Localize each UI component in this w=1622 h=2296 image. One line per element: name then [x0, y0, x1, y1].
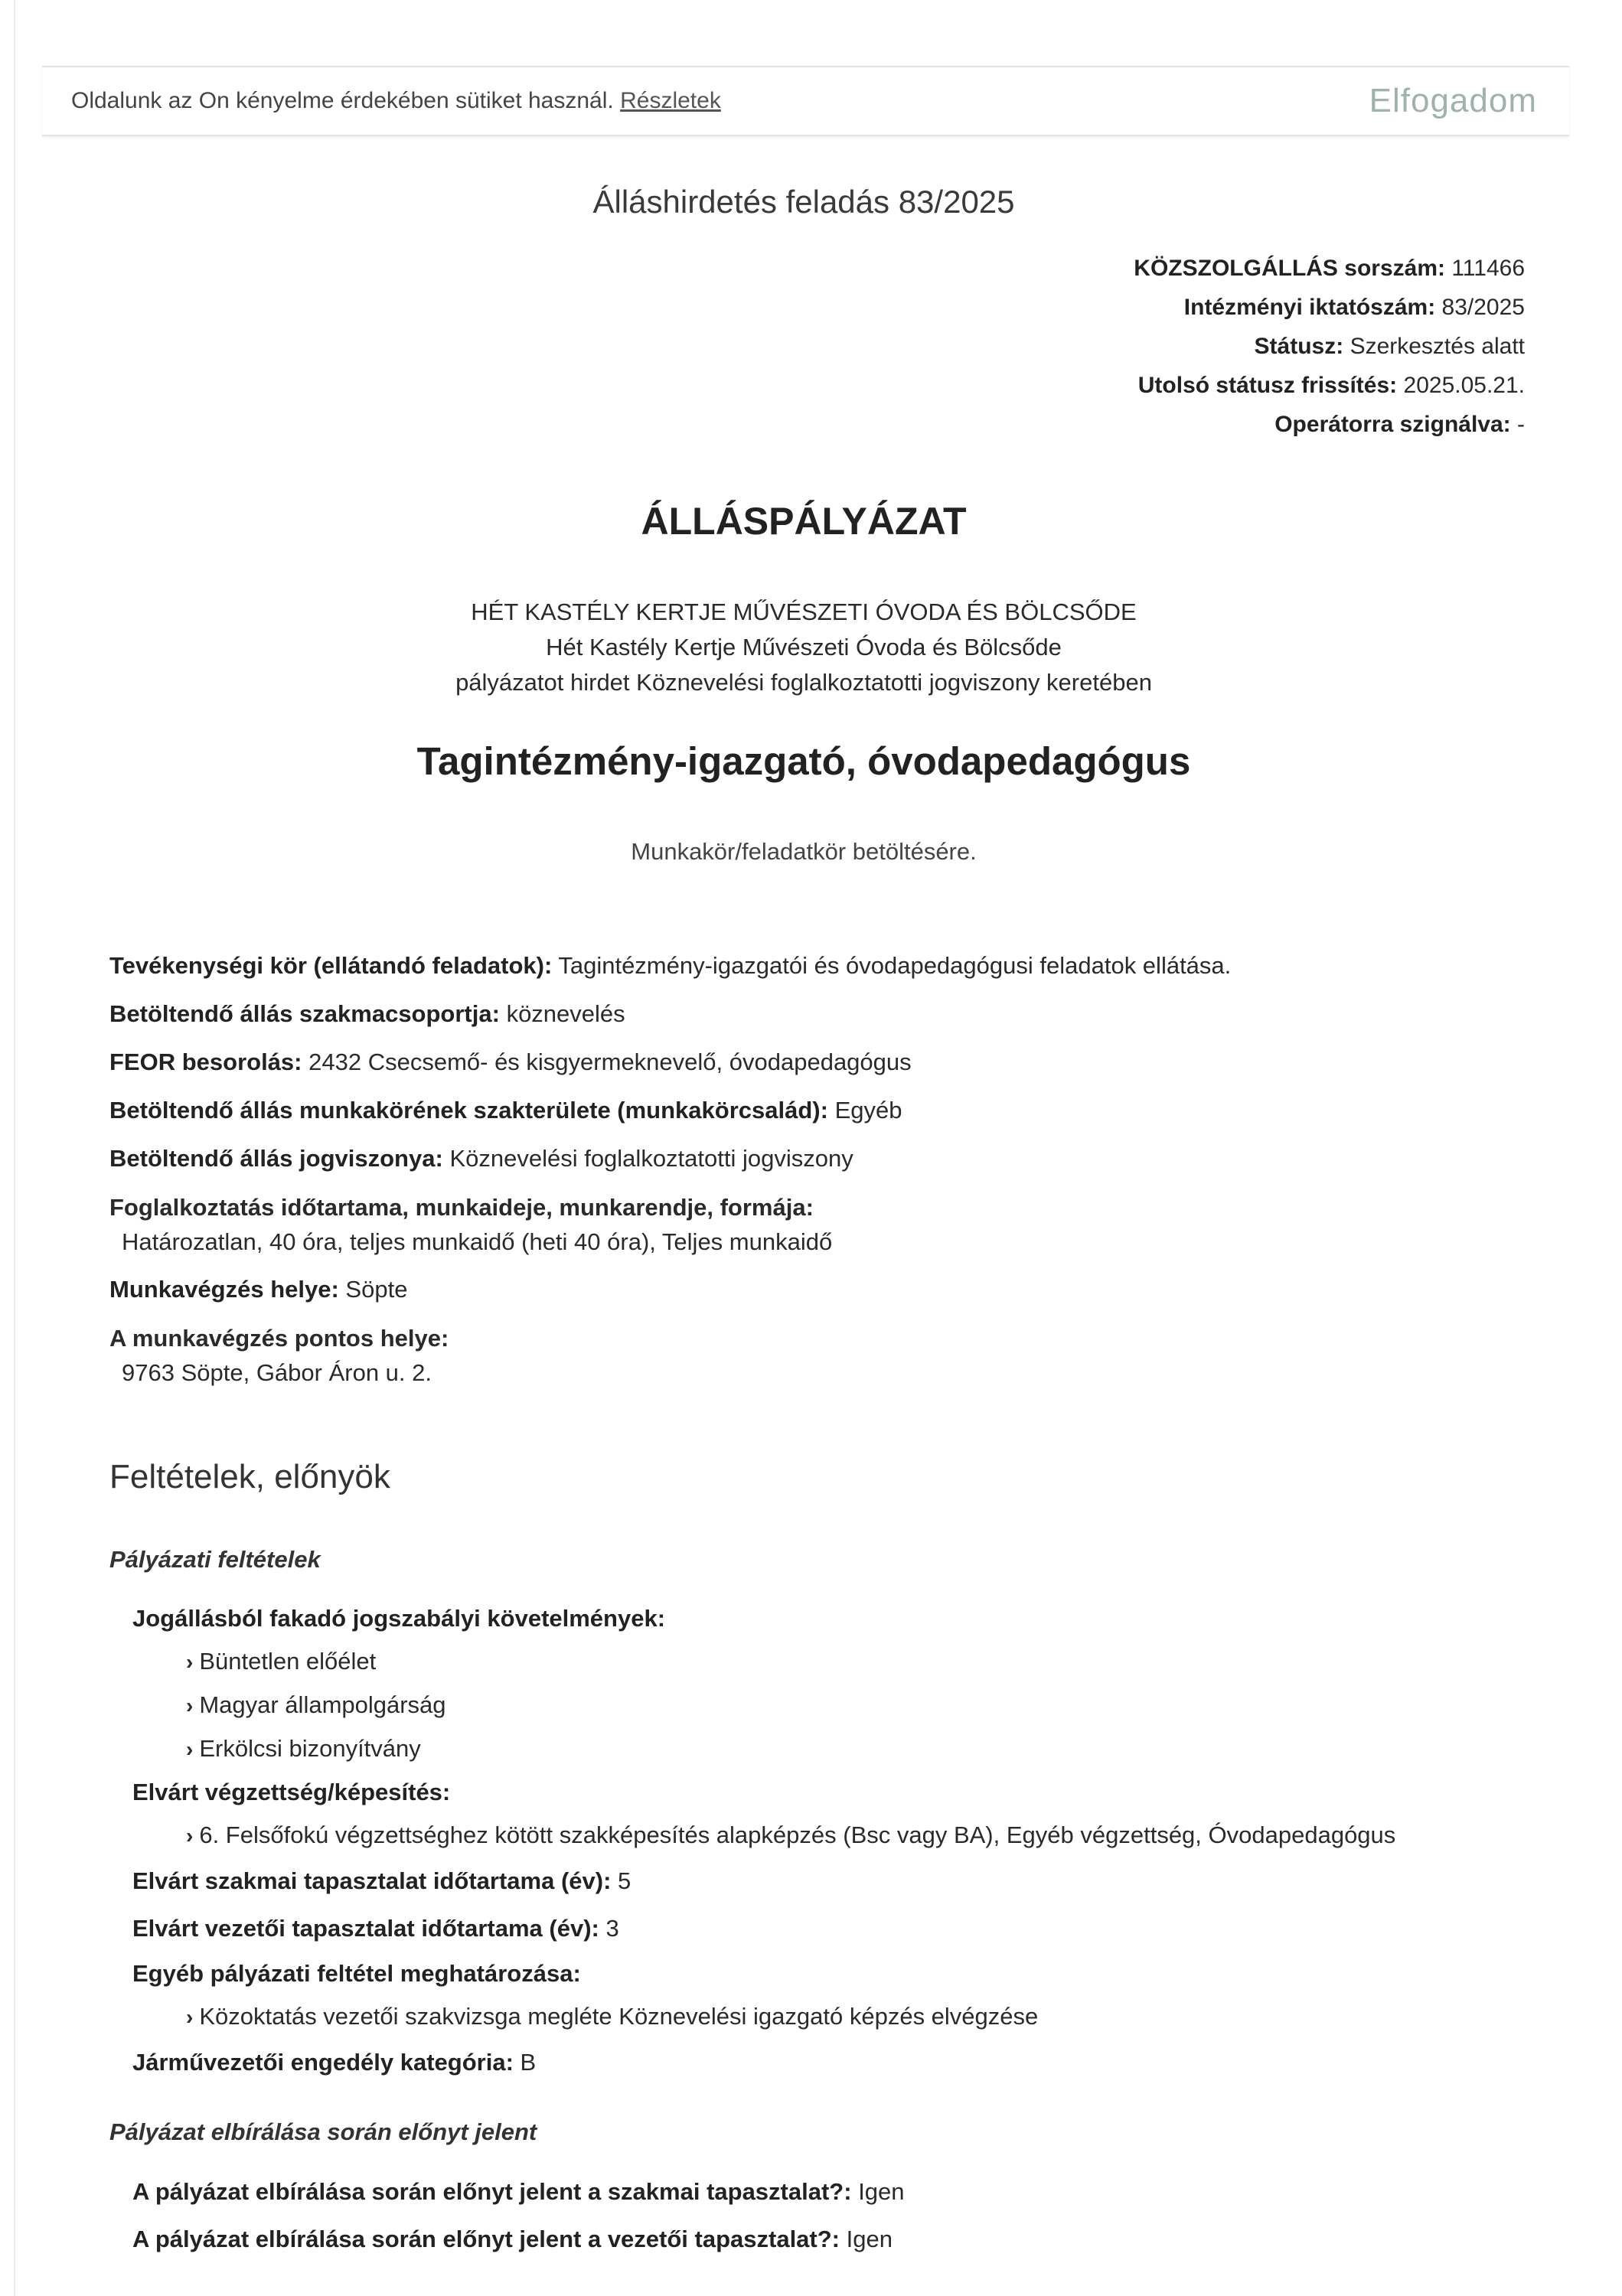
- cookie-text: Oldalunk az On kényelme érdekében sütiket használ.: [71, 88, 614, 113]
- meta-value: Szerkesztés alatt: [1349, 334, 1525, 359]
- detail-value: Köznevelési foglalkoztatotti jogviszony: [449, 1145, 853, 1172]
- prof-experience-label: Elvárt szakmai tapasztalat időtartama (év):: [132, 1867, 612, 1894]
- list-item: [186, 1684, 1587, 1727]
- list-item-text: Közoktatás vezetői szakvizsga megléte Köznevelési igazgató képzés elvégzése: [199, 2003, 1039, 2030]
- education-label-text: Elvárt végzettség/képesítés:: [132, 1779, 451, 1805]
- list-item: [186, 1640, 1587, 1684]
- org-name: Hét Kastély Kertje Művészeti Óvoda és Bölcsőde: [546, 634, 1062, 660]
- detail-label: FEOR besorolás:: [109, 1049, 302, 1075]
- job-details: [109, 949, 1564, 1404]
- detail-label: Betöltendő állás szakmacsoportja:: [109, 1000, 500, 1027]
- meta-label: Operátorra szignálva:: [1274, 412, 1511, 437]
- accept-cookies-button[interactable]: Elfogadom: [1369, 82, 1537, 119]
- detail-value: köznevelés: [506, 1000, 625, 1027]
- list-item-text: Büntetlen előélet: [199, 1648, 377, 1675]
- detail-value: Határozatlan, 40 óra, teljes munkaidő (heti 40 óra), Teljes munkaidő: [122, 1228, 833, 1255]
- lead-experience-row: [132, 1905, 1587, 1952]
- detail-value: Tagintézmény-igazgatói és óvodapedagógusi feladatok ellátása.: [558, 952, 1232, 979]
- prof-experience-row: [132, 1857, 1587, 1905]
- advantage-value: Igen: [846, 2226, 893, 2252]
- detail-label: Betöltendő állás jogviszonya:: [109, 1145, 443, 1172]
- advantages-block: [132, 2168, 1587, 2263]
- cookie-banner: [42, 66, 1569, 136]
- list-item: [186, 1727, 1587, 1771]
- conditions-heading: Feltételek, előnyök: [109, 1458, 390, 1495]
- requirements-heading: Pályázati feltételek: [109, 1546, 321, 1573]
- detail-value: Söpte: [345, 1276, 408, 1303]
- meta-value: 2025.05.21.: [1403, 373, 1525, 398]
- advantage-row: [132, 2168, 1587, 2216]
- job-purpose: Munkakör/feladatkör betöltésére.: [631, 838, 977, 865]
- cookie-message: [71, 88, 721, 114]
- chevron-right-icon: ›: [186, 1737, 194, 1761]
- detail-row: [109, 1094, 1564, 1142]
- detail-row: [109, 1273, 1564, 1321]
- chevron-right-icon: ›: [186, 1650, 194, 1674]
- detail-row: [109, 1142, 1564, 1190]
- license-row: [132, 2039, 1587, 2086]
- chevron-right-icon: ›: [186, 2005, 194, 2029]
- meta-label: Státusz:: [1254, 334, 1344, 359]
- list-item-text: 6. Felsőfokú végzettséghez kötött szakképesítés alapképzés (Bsc vagy BA), Egyéb végzettség, Óvodapedagógus: [199, 1821, 1396, 1848]
- detail-row: [109, 997, 1564, 1045]
- advantage-label: A pályázat elbírálása során előnyt jelent a vezetői tapasztalat?:: [132, 2226, 840, 2252]
- chevron-right-icon: ›: [186, 1824, 194, 1848]
- meta-label: KÖZSZOLGÁLLÁS sorszám:: [1134, 256, 1445, 281]
- meta-row: [1134, 405, 1525, 444]
- license-label: Járművezetői engedély kategória:: [132, 2049, 514, 2076]
- prof-experience-value: 5: [618, 1867, 632, 1894]
- detail-value: 2432 Csecsemő- és kisgyermeknevelő, óvodapedagógus: [308, 1049, 912, 1075]
- detail-label: A munkavégzés pontos helye:: [109, 1325, 449, 1352]
- org-name-upper: HÉT KASTÉLY KERTJE MŰVÉSZETI ÓVODA ÉS BÖLCSŐDE: [471, 598, 1137, 625]
- lead-experience-label: Elvárt vezetői tapasztalat időtartama (év):: [132, 1915, 599, 1942]
- detail-label: Munkavégzés helye:: [109, 1276, 339, 1303]
- detail-label: Betöltendő állás munkakörének szakterülete (munkakörcsalád):: [109, 1097, 828, 1124]
- announcement-heading: ÁLLÁSPÁLYÁZAT: [641, 500, 967, 543]
- detail-row: [109, 1321, 1564, 1390]
- list-item-text: Magyar állampolgárság: [199, 1691, 446, 1718]
- meta-row: [1134, 249, 1525, 288]
- meta-label: Intézményi iktatószám:: [1183, 295, 1436, 320]
- metadata-block: [1134, 249, 1525, 444]
- list-item: [186, 1814, 1587, 1857]
- meta-value: -: [1517, 412, 1525, 437]
- meta-label: Utolsó státusz frissítés:: [1137, 373, 1398, 398]
- other-label-text: Egyéb pályázati feltétel meghatározása:: [132, 1960, 581, 1987]
- meta-value: 83/2025: [1441, 295, 1525, 320]
- requirements-block: [132, 1597, 1587, 2086]
- job-title: Tagintézmény-igazgató, óvodapedagógus: [416, 739, 1191, 783]
- page-edge: [14, 0, 15, 2296]
- advantage-value: Igen: [858, 2178, 905, 2205]
- page-title: Álláshirdetés feladás 83/2025: [592, 184, 1015, 220]
- other-requirement-label: [132, 1952, 1587, 1995]
- legal-label-text: Jogállásból fakadó jogszabályi követelmények:: [132, 1605, 666, 1632]
- advantage-label: A pályázat elbírálása során előnyt jelent a szakmai tapasztalat?:: [132, 2178, 852, 2205]
- cookie-details-link[interactable]: Részletek: [620, 88, 721, 113]
- list-item-text: Erkölcsi bizonyítvány: [199, 1735, 421, 1762]
- legal-requirements-label: [132, 1597, 1587, 1640]
- chevron-right-icon: ›: [186, 1694, 194, 1717]
- meta-value: 111466: [1451, 256, 1525, 281]
- list-item: [186, 1995, 1587, 2039]
- detail-row: [109, 1045, 1564, 1094]
- advantage-row: [132, 2216, 1587, 2263]
- detail-value: Egyéb: [834, 1097, 902, 1124]
- meta-row: [1134, 366, 1525, 405]
- detail-label: Tevékenységi kör (ellátandó feladatok):: [109, 952, 553, 979]
- education-label: [132, 1771, 1587, 1814]
- license-value: B: [520, 2049, 537, 2076]
- detail-row: [109, 1190, 1564, 1259]
- detail-value: 9763 Söpte, Gábor Áron u. 2.: [122, 1359, 432, 1386]
- org-announcement-line: pályázatot hirdet Köznevelési foglalkoztatotti jogviszony keretében: [455, 669, 1152, 696]
- advantages-heading: Pályázat elbírálása során előnyt jelent: [109, 2118, 537, 2145]
- meta-row: [1134, 288, 1525, 327]
- meta-row: [1134, 327, 1525, 366]
- lead-experience-value: 3: [605, 1915, 619, 1942]
- detail-label: Foglalkoztatás időtartama, munkaideje, munkarendje, formája:: [109, 1194, 814, 1221]
- detail-row: [109, 949, 1564, 997]
